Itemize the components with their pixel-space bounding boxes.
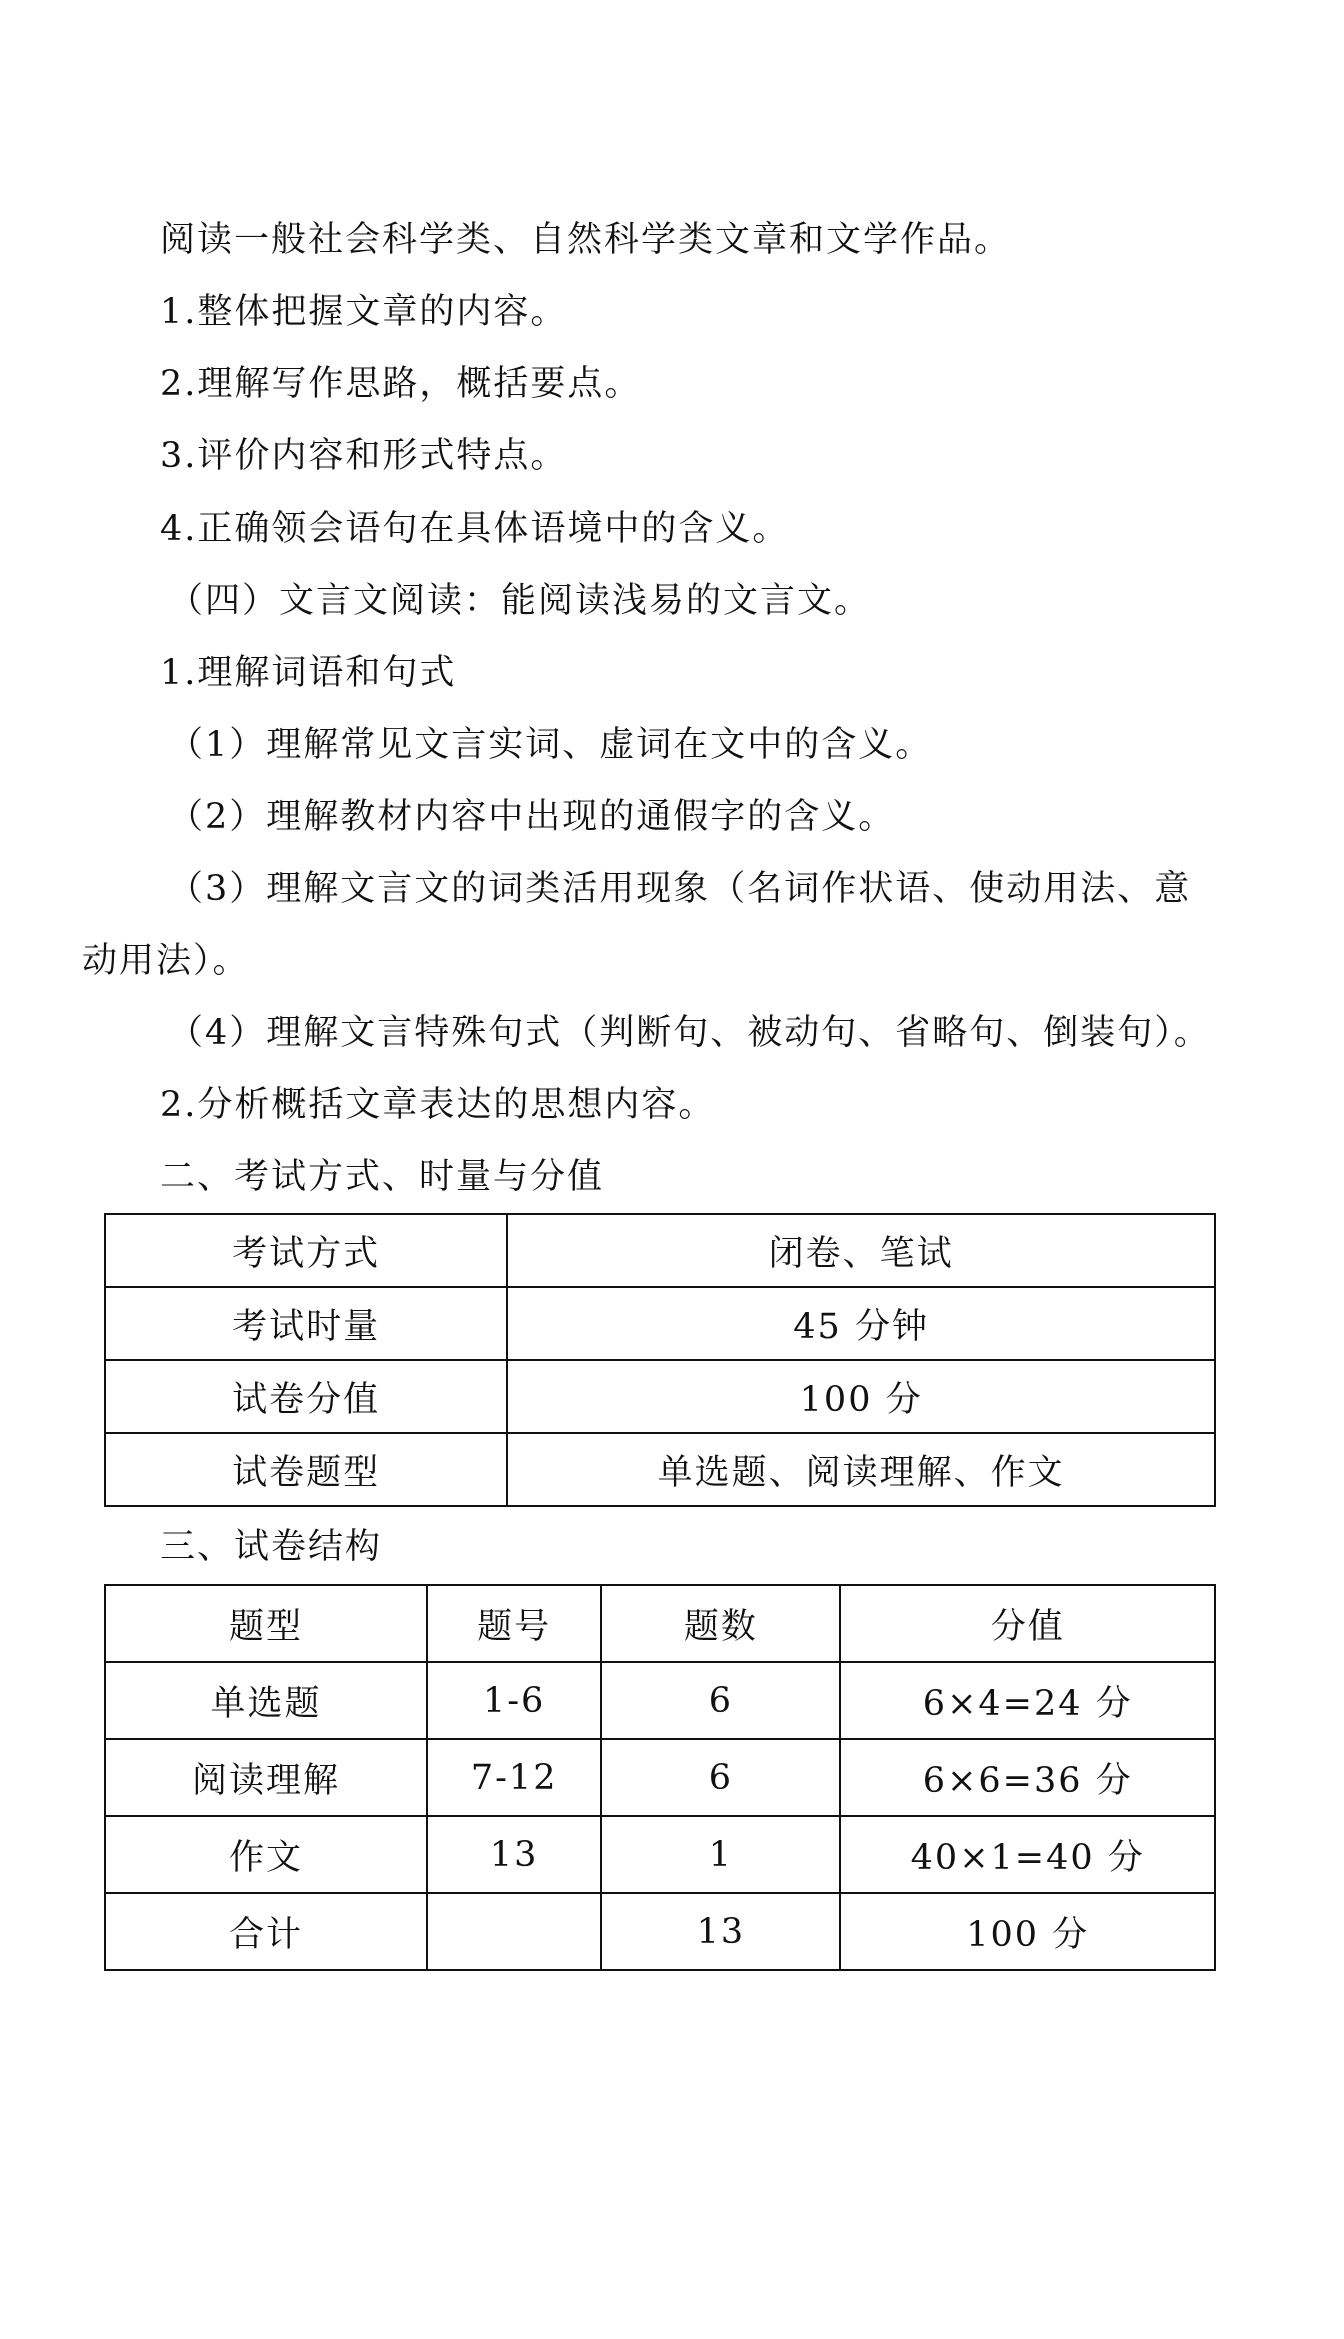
sub-item-1: （1）理解常见文言实词、虚词在文中的含义。: [168, 725, 933, 765]
table-cell-label: 试卷题型: [105, 1433, 507, 1506]
section-heading-exam-format: 二、考试方式、时量与分值: [160, 1157, 605, 1197]
table-cell-value: 100 分: [507, 1360, 1215, 1433]
table-row: [105, 1433, 1215, 1506]
table-row: [105, 1816, 1215, 1893]
table-cell: 合计: [105, 1893, 427, 1970]
table-cell: 7-12: [427, 1739, 601, 1816]
column-header-type: 题型: [105, 1585, 427, 1662]
section-heading-structure: 三、试卷结构: [160, 1527, 383, 1567]
list-item-words: 1.理解词语和句式: [160, 653, 457, 693]
paragraph-reading-scope: 阅读一般社会科学类、自然科学类文章和文学作品。: [160, 220, 1012, 260]
table-cell-value: 单选题、阅读理解、作文: [507, 1433, 1215, 1506]
table-cell: 6: [601, 1662, 840, 1739]
table-cell: 1-6: [427, 1662, 601, 1739]
list-item-4: 4.正确领会语句在具体语境中的含义。: [160, 509, 790, 549]
table-row: [105, 1739, 1215, 1816]
sub-item-2: （2）理解教材内容中出现的通假字的含义。: [168, 797, 896, 837]
table-cell: [427, 1893, 601, 1970]
table-row: [105, 1360, 1215, 1433]
list-item-2: 2.理解写作思路，概括要点。: [160, 364, 642, 404]
table-cell: 13: [601, 1893, 840, 1970]
list-item-analysis: 2.分析概括文章表达的思想内容。: [160, 1085, 716, 1125]
list-item-3: 3.评价内容和形式特点。: [160, 436, 568, 476]
exam-format-table: [104, 1213, 1216, 1507]
sub-item-3-continued: 动用法）。: [82, 941, 250, 981]
column-header-count: 题数: [601, 1585, 840, 1662]
table-header-row: [105, 1585, 1215, 1662]
column-header-score: 分值: [840, 1585, 1215, 1662]
table-cell-label: 试卷分值: [105, 1360, 507, 1433]
table-cell: 6: [601, 1739, 840, 1816]
table-row: [105, 1214, 1215, 1287]
table-cell: 阅读理解: [105, 1739, 427, 1816]
table-cell-label: 考试时量: [105, 1287, 507, 1360]
table-cell: 单选题: [105, 1662, 427, 1739]
table-cell: 6×6=36 分: [840, 1739, 1215, 1816]
table-row: [105, 1287, 1215, 1360]
sub-item-3: （3）理解文言文的词类活用现象（名词作状语、使动用法、意: [168, 869, 1192, 909]
table-cell: 13: [427, 1816, 601, 1893]
table-row: [105, 1662, 1215, 1739]
section-heading-classical: （四）文言文阅读：能阅读浅易的文言文。: [168, 581, 872, 621]
sub-item-4: （4）理解文言特殊句式（判断句、被动句、省略句、倒装句）。: [168, 1013, 1211, 1053]
table-cell: 40×1=40 分: [840, 1816, 1215, 1893]
exam-structure-table: [104, 1584, 1216, 1971]
column-header-number: 题号: [427, 1585, 601, 1662]
table-cell: 6×4=24 分: [840, 1662, 1215, 1739]
list-item-1: 1.整体把握文章的内容。: [160, 292, 568, 332]
table-cell-value: 45 分钟: [507, 1287, 1215, 1360]
table-cell-label: 考试方式: [105, 1214, 507, 1287]
table-cell: 1: [601, 1816, 840, 1893]
table-cell-value: 闭卷、笔试: [507, 1214, 1215, 1287]
table-cell: 作文: [105, 1816, 427, 1893]
table-row-total: [105, 1893, 1215, 1970]
table-cell: 100 分: [840, 1893, 1215, 1970]
